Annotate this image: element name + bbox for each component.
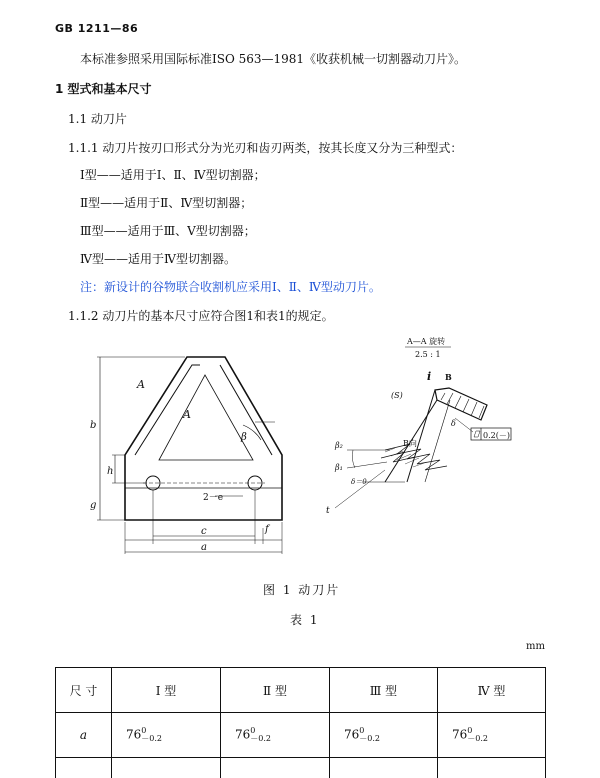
section-label-delta: δ: [451, 419, 456, 428]
table-title: 表 1: [290, 611, 319, 628]
section-label-delta0: δ＝0: [351, 478, 367, 486]
cell-a-type-3: 760 －0.2: [330, 713, 438, 758]
header-dimension: 尺 寸: [56, 668, 112, 713]
section-1-1-2-text: 1.1.2 动刀片的基本尺寸应符合图1和表1的规定。: [68, 307, 334, 324]
row-dim-a: a: [56, 713, 112, 758]
table-row: [56, 713, 546, 758]
type-1-line: Ⅰ型——适用于Ⅰ、Ⅱ、Ⅳ型切割器；: [80, 166, 266, 183]
cell-a-type-4: 760 －0.2: [438, 713, 546, 758]
type-3-line: Ⅲ型——适用于Ⅲ、Ⅴ型切割器；: [80, 222, 256, 239]
section-scale: 2.5 : 1: [415, 350, 441, 359]
header-type-2: Ⅱ 型: [221, 668, 330, 713]
section-label-t: t: [326, 506, 330, 516]
section-1-title: 1 型式和基本尺寸: [55, 80, 152, 97]
label-A2: A: [182, 408, 191, 421]
design-note: 注：新设计的谷物联合收割机应采用Ⅰ、Ⅱ、Ⅳ型动刀片。: [80, 278, 381, 295]
header-type-1: Ⅰ 型: [112, 668, 221, 713]
intro-paragraph: 本标准参照采用国际标准ISO 563—1981《收获机械一切割器动刀片》。: [80, 50, 466, 67]
type-2-line: Ⅱ型——适用于Ⅱ、Ⅳ型切割器；: [80, 194, 252, 211]
label-a: a: [201, 542, 207, 553]
section-label-beta1: β₁: [334, 463, 343, 472]
cell-a-type-2: 760 －0.2: [221, 713, 330, 758]
section-1-1-1-text: 1.1.1 动刀片按刃口形式分为光刃和齿刃两类，按其长度又分为三种型式：: [68, 139, 462, 156]
label-h: h: [107, 466, 113, 477]
section-label-B: B: [445, 372, 452, 382]
section-label-i: i: [427, 370, 431, 383]
label-f: f: [264, 524, 271, 535]
table-unit: mm: [526, 641, 545, 652]
header-type-3: Ⅲ 型: [330, 668, 438, 713]
dimension-table: [55, 667, 546, 778]
standard-code: GB 1211—86: [55, 22, 138, 35]
label-beta: β: [240, 432, 247, 443]
header-type-4: Ⅳ 型: [438, 668, 546, 713]
section-label-flatness: 0.2(－): [483, 431, 510, 440]
label-A1: A: [136, 378, 145, 391]
cell-a-type-1: 760 －0.2: [112, 713, 221, 758]
type-4-line: Ⅳ型——适用于Ⅳ型切割器。: [80, 250, 236, 267]
section-title: A—A 旋转: [406, 336, 445, 346]
label-holes: 2－e: [203, 493, 223, 503]
inner-triangle: [159, 375, 253, 460]
section-label-beta2: β₂: [334, 441, 343, 450]
section-profile-upper: [435, 388, 487, 420]
section-label-b-dir: B向: [403, 438, 417, 448]
figure-caption: 图 1 动刀片: [263, 581, 340, 598]
label-b: b: [90, 420, 96, 431]
table-header-row: [56, 668, 546, 713]
knife-section-figure: [85, 330, 555, 570]
section-label-S: (S): [391, 391, 403, 400]
label-g: g: [90, 500, 96, 511]
label-c: c: [201, 526, 207, 537]
section-1-1-title: 1.1 动刀片: [68, 110, 127, 127]
table-row-cut: [56, 758, 546, 778]
